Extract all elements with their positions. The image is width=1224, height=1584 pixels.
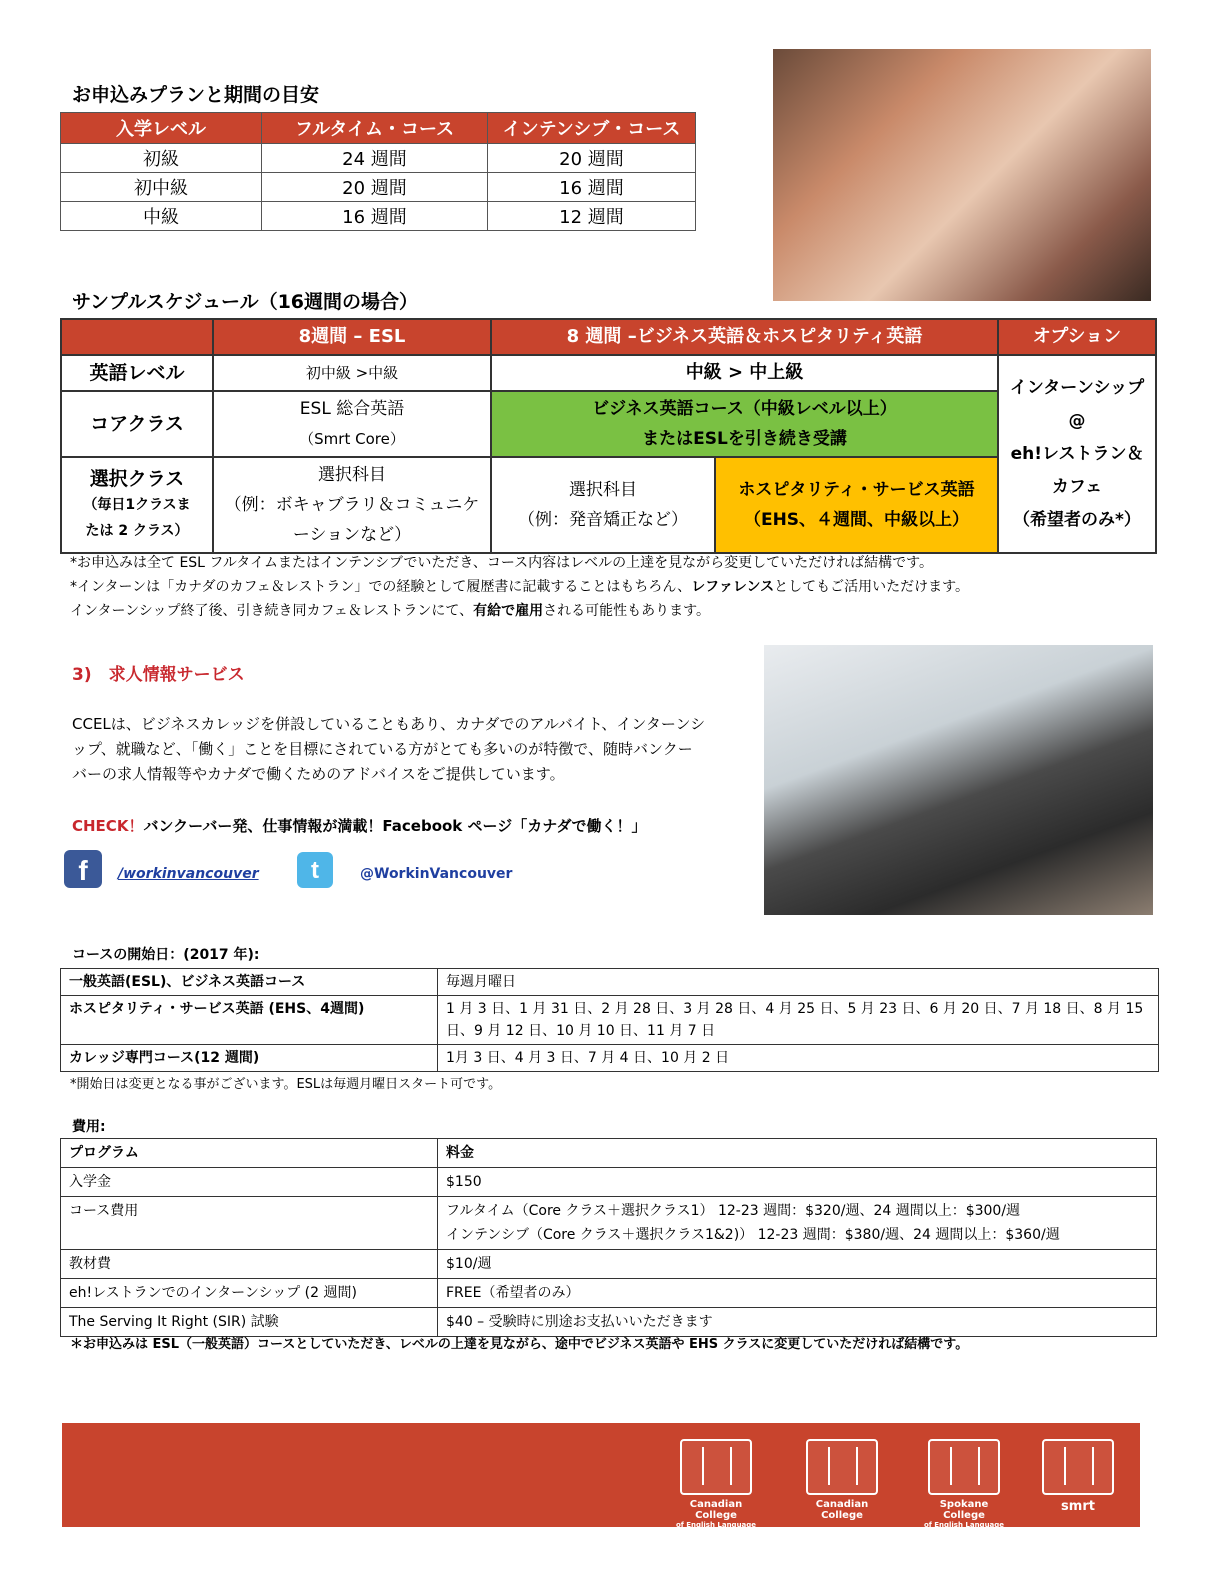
table-row <box>61 996 1159 1045</box>
table-row <box>61 202 696 231</box>
job-paragraph <box>72 712 752 787</box>
schedule-notes <box>70 551 1170 623</box>
plan-cell: 24 週間 <box>262 144 488 173</box>
start-table <box>60 968 1159 1072</box>
logo-subtext: of English Language <box>923 1521 1005 1529</box>
job-paragraph-line: バーの求人情報等やカナダで働くためのアドバイスをご提供しています。 <box>72 765 565 783</box>
logo-smrt-icon <box>1042 1439 1114 1495</box>
note-line: *お申込みは全て ESL フルタイムまたはインテンシブでいただき、コース内容はレベルの上達を見ながら変更していただければ結構です。 <box>70 555 934 571</box>
start-dates: 1月 3 日、4 月 3 日、7 月 4 日、10 月 2 日 <box>438 1045 1159 1072</box>
logo-text: Canadian College <box>815 1499 869 1521</box>
logo-text: Spokane College <box>939 1499 989 1521</box>
plan-table <box>60 112 696 231</box>
note-line <box>70 575 1170 599</box>
note-emphasis: レファレンス <box>691 579 775 595</box>
fees-program: コース費用 <box>61 1197 438 1250</box>
check-label: CHECK！ <box>72 817 144 835</box>
plan-header-level: 入学レベル <box>61 113 262 144</box>
elective-label-line: たは 2 クラス） <box>85 523 189 539</box>
elective-esl <box>213 457 491 553</box>
plan-header-fulltime: フルタイム・コース <box>262 113 488 144</box>
table-row <box>61 1250 1157 1279</box>
start-course: 一般英語(ESL)、ビジネス英語コース <box>61 969 438 996</box>
plan-cell: 20 週間 <box>262 173 488 202</box>
elective-hospitality <box>715 457 998 553</box>
start-dates: 1 月 3 日、1 月 31 日、2 月 28 日、3 月 28 日、4 月 25 日、5 月 23 日、6 月 20 日、7 月 18 日、8 月 15 日、9 月 12 日、10 月 10 日、11 月 7 日 <box>438 996 1159 1045</box>
schedule-header-esl: 8週間 – ESL <box>213 319 491 355</box>
logo-smrt <box>1034 1439 1122 1514</box>
check-line <box>72 815 646 836</box>
fees-price: FREE（希望者のみ） <box>438 1279 1157 1308</box>
core-esl-line: ESL 総合英語 <box>299 399 405 419</box>
elective-business <box>491 457 715 553</box>
elective-label-line: 選択クラス <box>89 468 185 490</box>
plan-header-intensive: インテンシブ・コース <box>488 113 696 144</box>
table-row <box>61 173 696 202</box>
elective-label-line: （毎日1クラスま <box>83 497 191 513</box>
elective-esl-line: ーションなど） <box>292 525 412 545</box>
check-text: バンクーバー発、仕事情報が満載！Facebook ページ「カナダで働く！」 <box>143 817 647 835</box>
logo-subtext: of English Language <box>675 1521 757 1529</box>
option-line: カフェ <box>1051 476 1103 497</box>
facebook-link[interactable]: /workinvancouver <box>118 866 259 882</box>
start-course: ホスピタリティ・サービス英語 (EHS、4週間) <box>61 996 438 1045</box>
fees-price-line: インテンシブ（Core クラス＋選択クラス1&2)） 12-23 週間：$380/週、24 週間以上：$360/週 <box>446 1227 1060 1243</box>
core-label: コアクラス <box>61 391 213 457</box>
plan-cell: 16 週間 <box>262 202 488 231</box>
option-line: インターンシップ <box>1009 377 1145 398</box>
fees-table <box>60 1138 1157 1337</box>
table-row <box>61 1045 1159 1072</box>
core-esl-line: （Smrt Core） <box>299 430 405 448</box>
students-photo <box>773 49 1151 301</box>
plan-cell: 12 週間 <box>488 202 696 231</box>
option-line: @ <box>1068 410 1086 431</box>
elective-esl-line: 選択科目 <box>318 465 386 485</box>
elective-label <box>61 457 213 553</box>
table-row <box>61 1279 1157 1308</box>
fees-price: $40 – 受験時に別途お支払いいただきます <box>438 1308 1157 1337</box>
fees-price: $10/週 <box>438 1250 1157 1279</box>
option-line: （希望者のみ*） <box>1013 509 1141 530</box>
twitter-icon[interactable]: t <box>297 852 333 888</box>
core-esl <box>213 391 491 457</box>
facebook-icon[interactable]: f <box>64 850 102 888</box>
level-business: 中級 > 中上級 <box>491 355 998 391</box>
logo-text: smrt <box>1061 1499 1095 1514</box>
core-biz-line: またはESLを引き続き受講 <box>642 429 847 449</box>
twitter-link[interactable]: @WorkinVancouver <box>360 866 513 882</box>
fees-program: The Serving It Right (SIR) 試験 <box>61 1308 438 1337</box>
plan-cell: 20 週間 <box>488 144 696 173</box>
fees-header-price: 料金 <box>438 1139 1157 1168</box>
job-paragraph-line: ップ、就職など、「働く」ことを目標にされている方がとても多いのが特徴で、随時バンクー <box>72 740 693 758</box>
elective-hosp-line: （EHS、４週間、中級以上） <box>743 510 970 530</box>
table-row <box>61 1197 1157 1250</box>
start-course: カレッジ専門コース(12 週間) <box>61 1045 438 1072</box>
fees-title: 費用: <box>72 1119 106 1135</box>
schedule-header-empty <box>61 319 213 355</box>
elective-biz-line: （例：発音矯正など） <box>518 510 688 530</box>
fees-program: 教材費 <box>61 1250 438 1279</box>
table-row <box>61 969 1159 996</box>
note-text: インターンシップ終了後、引き続き同カフェ＆レストランにて、 <box>70 603 474 619</box>
logo-canadian-college <box>798 1439 886 1521</box>
option-cell <box>998 355 1156 553</box>
option-line: eh!レストラン＆ <box>1010 443 1144 464</box>
logo-spokane-icon <box>928 1439 1000 1495</box>
fees-price <box>438 1197 1157 1250</box>
fees-price: $150 <box>438 1168 1157 1197</box>
schedule-title: サンプルスケジュール（16週間の場合） <box>72 291 419 313</box>
fees-program: 入学金 <box>61 1168 438 1197</box>
fees-program: eh!レストランでのインターンシップ (2 週間) <box>61 1279 438 1308</box>
level-label: 英語レベル <box>61 355 213 391</box>
table-row <box>61 144 696 173</box>
plan-cell: 中級 <box>61 202 262 231</box>
core-business <box>491 391 998 457</box>
schedule-table <box>60 318 1157 554</box>
logo-ccel-icon <box>680 1439 752 1495</box>
level-esl: 初中級 >中級 <box>213 355 491 391</box>
table-row <box>61 1139 1157 1168</box>
plan-cell: 16 週間 <box>488 173 696 202</box>
note-text: としてもご活用いただけます。 <box>774 579 970 595</box>
logo-cc-icon <box>806 1439 878 1495</box>
core-biz-line: ビジネス英語コース（中級レベル以上） <box>592 399 897 419</box>
start-note: *開始日は変更となる事がございます。ESLは毎週月曜日スタート可です。 <box>70 1077 502 1092</box>
fees-note: ＊お申込みは ESL（一般英語）コースとしていただき、レベルの上達を見ながら、途中でビジネス英語や EHS クラスに変更していただければ結構です。 <box>70 1337 969 1352</box>
job-paragraph-line: CCELは、ビジネスカレッジを併設していることもあり、カナダでのアルバイト、インターンシ <box>72 715 706 733</box>
elective-esl-line: （例：ボキャブラリ＆コミュニケ <box>224 495 480 515</box>
schedule-header-business: 8 週間 –ビジネス英語＆ホスピタリティ英語 <box>491 319 998 355</box>
note-line <box>70 599 1170 623</box>
restaurant-staff-photo <box>764 645 1153 915</box>
logo-ccel <box>672 1439 760 1529</box>
plan-cell: 初級 <box>61 144 262 173</box>
schedule-header-option: オプション <box>998 319 1156 355</box>
plan-title: お申込みプランと期間の目安 <box>72 84 320 106</box>
fees-price-line: フルタイム（Core クラス＋選択クラス1） 12-23 週間：$320/週、24 週間以上：$300/週 <box>446 1203 1021 1219</box>
job-heading: 3) 求人情報サービス <box>72 665 245 685</box>
note-text: *インターンは「カナダのカフェ＆レストラン」での経験として履歴書に記載することはもちろん、 <box>70 579 692 595</box>
elective-biz-line: 選択科目 <box>569 480 637 500</box>
note-text: される可能性もあります。 <box>543 603 711 619</box>
footer-banner <box>62 1423 1140 1527</box>
start-title: コースの開始日：(2017 年): <box>72 947 260 963</box>
start-dates: 毎週月曜日 <box>438 969 1159 996</box>
fees-header-program: プログラム <box>61 1139 438 1168</box>
elective-hosp-line: ホスピタリティ・サービス英語 <box>738 480 975 500</box>
logo-spokane <box>920 1439 1008 1529</box>
table-row <box>61 1168 1157 1197</box>
logo-text: Canadian College <box>689 1499 743 1521</box>
plan-cell: 初中級 <box>61 173 262 202</box>
note-emphasis: 有給で雇用 <box>473 603 544 619</box>
